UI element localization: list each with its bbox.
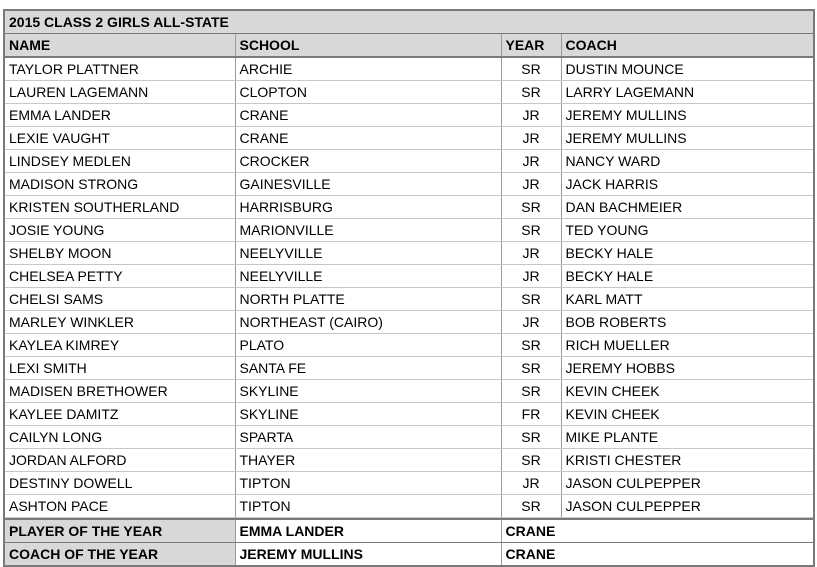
player-school: SKYLINE — [235, 403, 501, 426]
header-name: NAME — [5, 34, 235, 57]
player-school: ARCHIE — [235, 57, 501, 81]
player-school: NEELYVILLE — [235, 242, 501, 265]
award-row — [5, 519, 813, 543]
player-name: CAILYN LONG — [5, 426, 235, 449]
player-year: JR — [501, 265, 561, 288]
player-name: KAYLEA KIMREY — [5, 334, 235, 357]
table-row — [5, 104, 813, 127]
table-row — [5, 380, 813, 403]
player-school: SPARTA — [235, 426, 501, 449]
player-school: GAINESVILLE — [235, 173, 501, 196]
table-row — [5, 265, 813, 288]
player-year: SR — [501, 334, 561, 357]
player-year: SR — [501, 219, 561, 242]
player-name: DESTINY DOWELL — [5, 472, 235, 495]
award-name: EMMA LANDER — [235, 519, 501, 543]
table-row — [5, 127, 813, 150]
player-year: JR — [501, 173, 561, 196]
award-row — [5, 543, 813, 566]
table-row — [5, 311, 813, 334]
player-year: JR — [501, 150, 561, 173]
player-school: SKYLINE — [235, 380, 501, 403]
player-coach: NANCY WARD — [561, 150, 813, 173]
table-row — [5, 472, 813, 495]
header-school: SCHOOL — [235, 34, 501, 57]
sheet-title: 2015 CLASS 2 GIRLS ALL-STATE — [5, 11, 813, 34]
player-year: JR — [501, 242, 561, 265]
player-name: EMMA LANDER — [5, 104, 235, 127]
player-name: LEXI SMITH — [5, 357, 235, 380]
player-name: KAYLEE DAMITZ — [5, 403, 235, 426]
award-school: CRANE — [505, 546, 556, 562]
player-year: SR — [501, 357, 561, 380]
player-coach: LARRY LAGEMANN — [561, 81, 813, 104]
player-coach: JEREMY HOBBS — [561, 357, 813, 380]
player-name: JOSIE YOUNG — [5, 219, 235, 242]
table-row — [5, 357, 813, 380]
player-coach: JASON CULPEPPER — [561, 495, 813, 518]
table-row — [5, 81, 813, 104]
player-school: PLATO — [235, 334, 501, 357]
table-row — [5, 150, 813, 173]
awards-body — [5, 519, 813, 565]
roster-table — [5, 34, 813, 518]
player-school: HARRISBURG — [235, 196, 501, 219]
awards-table — [5, 518, 813, 565]
table-row — [5, 288, 813, 311]
all-state-sheet — [3, 9, 815, 567]
player-school: CRANE — [235, 104, 501, 127]
player-year: SR — [501, 380, 561, 403]
table-row — [5, 449, 813, 472]
table-row — [5, 219, 813, 242]
player-year: SR — [501, 288, 561, 311]
player-name: SHELBY MOON — [5, 242, 235, 265]
player-year: JR — [501, 472, 561, 495]
header-coach: COACH — [561, 34, 813, 57]
player-school: NORTHEAST (CAIRO) — [235, 311, 501, 334]
player-year: JR — [501, 127, 561, 150]
player-coach: KARL MATT — [561, 288, 813, 311]
player-coach: BECKY HALE — [561, 242, 813, 265]
player-coach: KEVIN CHEEK — [561, 380, 813, 403]
player-year: SR — [501, 196, 561, 219]
player-school: TIPTON — [235, 472, 501, 495]
player-name: MADISEN BRETHOWER — [5, 380, 235, 403]
player-coach: BECKY HALE — [561, 265, 813, 288]
table-row — [5, 57, 813, 81]
table-row — [5, 495, 813, 518]
player-name: CHELSEA PETTY — [5, 265, 235, 288]
player-name: MARLEY WINKLER — [5, 311, 235, 334]
player-name: LEXIE VAUGHT — [5, 127, 235, 150]
player-name: MADISON STRONG — [5, 173, 235, 196]
player-year: JR — [501, 311, 561, 334]
player-coach: JASON CULPEPPER — [561, 472, 813, 495]
table-row — [5, 403, 813, 426]
player-name: ASHTON PACE — [5, 495, 235, 518]
player-name: TAYLOR PLATTNER — [5, 57, 235, 81]
player-year: SR — [501, 426, 561, 449]
player-school: THAYER — [235, 449, 501, 472]
player-year: FR — [501, 403, 561, 426]
player-school: CROCKER — [235, 150, 501, 173]
player-coach: MIKE PLANTE — [561, 426, 813, 449]
player-name: JORDAN ALFORD — [5, 449, 235, 472]
player-school: NEELYVILLE — [235, 265, 501, 288]
award-label: PLAYER OF THE YEAR — [5, 519, 235, 543]
table-row — [5, 196, 813, 219]
player-coach: KRISTI CHESTER — [561, 449, 813, 472]
roster-body — [5, 57, 813, 518]
player-coach: JEREMY MULLINS — [561, 104, 813, 127]
table-row — [5, 242, 813, 265]
player-coach: KEVIN CHEEK — [561, 403, 813, 426]
player-name: CHELSI SAMS — [5, 288, 235, 311]
player-year: SR — [501, 495, 561, 518]
player-name: LINDSEY MEDLEN — [5, 150, 235, 173]
header-row — [5, 34, 813, 57]
player-coach: JEREMY MULLINS — [561, 127, 813, 150]
player-year: JR — [501, 104, 561, 127]
header-year: YEAR — [501, 34, 561, 57]
player-coach: JACK HARRIS — [561, 173, 813, 196]
player-school: NORTH PLATTE — [235, 288, 501, 311]
player-school: CRANE — [235, 127, 501, 150]
player-coach: BOB ROBERTS — [561, 311, 813, 334]
award-label: COACH OF THE YEAR — [5, 543, 235, 566]
player-year: SR — [501, 449, 561, 472]
table-row — [5, 173, 813, 196]
player-coach: DUSTIN MOUNCE — [561, 57, 813, 81]
player-year: SR — [501, 81, 561, 104]
player-name: LAUREN LAGEMANN — [5, 81, 235, 104]
award-school: CRANE — [501, 519, 813, 543]
player-school: TIPTON — [235, 495, 501, 518]
player-school: CLOPTON — [235, 81, 501, 104]
player-coach: DAN BACHMEIER — [561, 196, 813, 219]
table-row — [5, 426, 813, 449]
player-name: KRISTEN SOUTHERLAND — [5, 196, 235, 219]
player-year: SR — [501, 57, 561, 81]
award-name: JEREMY MULLINS — [235, 543, 501, 566]
table-row — [5, 334, 813, 357]
player-coach: RICH MUELLER — [561, 334, 813, 357]
player-school: SANTA FE — [235, 357, 501, 380]
player-coach: TED YOUNG — [561, 219, 813, 242]
player-school: MARIONVILLE — [235, 219, 501, 242]
